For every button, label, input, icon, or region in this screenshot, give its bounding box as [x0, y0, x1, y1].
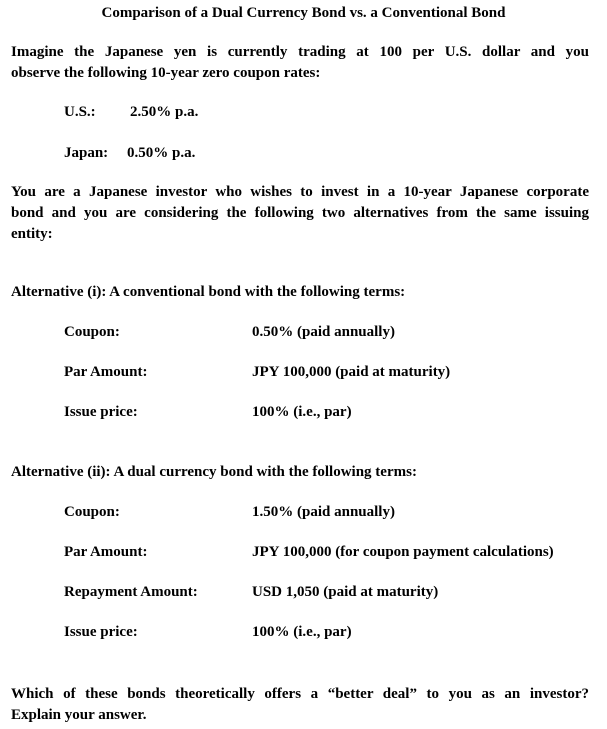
alt1-term-label: Coupon:: [64, 324, 120, 340]
alternative-2-heading: Alternative (ii): A dual currency bond with the following terms:: [11, 464, 417, 480]
alt1-term-label: Issue price:: [64, 404, 138, 420]
alt2-term-label: Repayment Amount:: [64, 584, 198, 600]
alt2-term-value: 100% (i.e., par): [252, 624, 352, 640]
intro-line: Imagine the Japanese yen is currently trading at 100 per U.S. dollar and you: [11, 44, 589, 60]
alt1-term-value: 0.50% (paid annually): [252, 324, 395, 340]
investor-line: bond and you are considering the following two alternatives from the same issuing: [11, 205, 589, 221]
investor-line: entity:: [11, 226, 53, 242]
question-line: Which of these bonds theoretically offers a “better deal” to you as an investor?: [11, 686, 589, 702]
intro-line: observe the following 10-year zero coupon rates:: [11, 65, 321, 81]
investor-line: You are a Japanese investor who wishes to invest in a 10-year Japanese corporate: [11, 184, 589, 200]
alt2-term-value: JPY 100,000 (for coupon payment calculations): [252, 544, 554, 560]
rate-value-us: 2.50% p.a.: [130, 104, 199, 120]
rate-label-us: U.S.:: [64, 104, 96, 120]
page-title: Comparison of a Dual Currency Bond vs. a Conventional Bond: [101, 5, 506, 21]
alt1-term-value: 100% (i.e., par): [252, 404, 352, 420]
alt1-term-label: Par Amount:: [64, 364, 148, 380]
question-line: Explain your answer.: [11, 707, 147, 723]
rate-label-japan: Japan:: [64, 145, 109, 161]
alt2-term-label: Issue price:: [64, 624, 138, 640]
alt2-term-value: USD 1,050 (paid at maturity): [252, 584, 439, 600]
alt1-term-value: JPY 100,000 (paid at maturity): [252, 364, 451, 380]
alt2-term-value: 1.50% (paid annually): [252, 504, 395, 520]
alt2-term-label: Coupon:: [64, 504, 120, 520]
investor-paragraph: [11, 182, 589, 245]
alt2-term-label: Par Amount:: [64, 544, 148, 560]
rate-value-japan: 0.50% p.a.: [127, 145, 196, 161]
alternative-1-heading: Alternative (i): A conventional bond with the following terms:: [11, 284, 406, 300]
question-paragraph: [11, 684, 589, 726]
intro-paragraph: [11, 42, 589, 84]
